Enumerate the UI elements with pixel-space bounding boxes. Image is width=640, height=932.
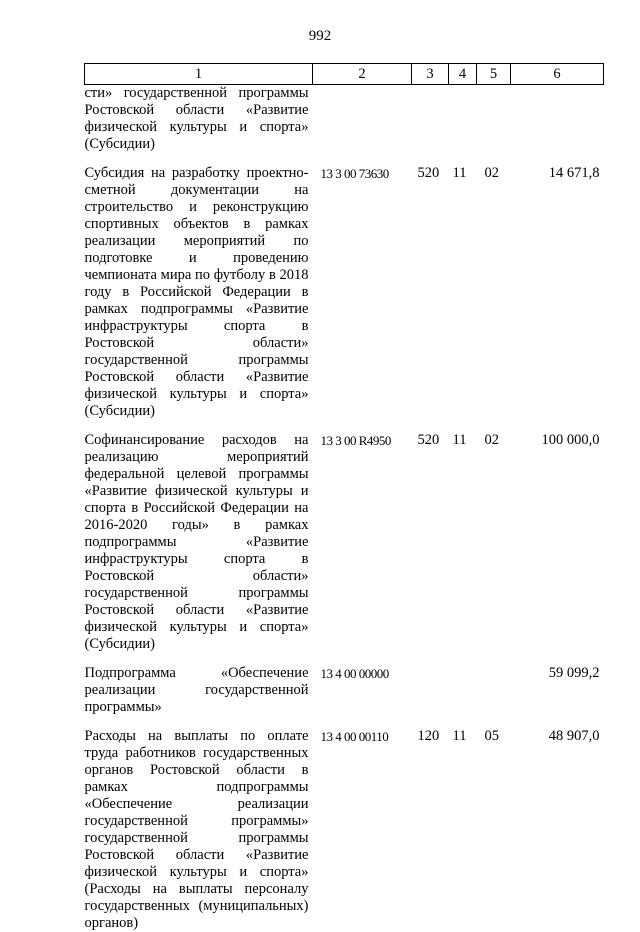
row-code <box>313 85 412 154</box>
row-code: 13 4 00 00110 <box>320 729 389 744</box>
row-amount: 100 000,0 <box>541 432 600 448</box>
row-subsection: 05 <box>484 728 499 744</box>
row-subsection <box>477 85 511 154</box>
column-header-section: 4 <box>449 64 477 85</box>
row-amount: 14 671,8 <box>548 165 600 181</box>
table-header-row <box>85 64 604 85</box>
row-expense-type: 120 <box>417 728 440 744</box>
row-subsection: 02 <box>484 432 499 448</box>
row-subsection <box>477 665 511 716</box>
row-subsection: 02 <box>484 165 499 181</box>
row-amount <box>511 85 604 154</box>
row-expense-type <box>412 85 449 154</box>
table-row <box>85 665 604 716</box>
row-description: Субсидия на разработку проектно-сметной документации на строительство и реконструкцию спортивных объектов в рамках реализации мероприятий по подготовке и проведению чемпионата мира по футболу в 2018 году в Российской Федерации в рамках подпрограммы «Развитие инфраструктуры спорта в Ростовской области» государственной программы Ростовской области «Развитие физической культуры и спорта» (Субсидии) <box>84 165 309 419</box>
column-header-expense-type: 3 <box>412 64 449 85</box>
row-code: 13 4 00 00000 <box>320 666 389 681</box>
column-header-description: 1 <box>85 64 313 85</box>
budget-table <box>84 63 604 932</box>
row-expense-type: 520 <box>417 432 440 448</box>
row-code: 13 3 00 R4950 <box>320 433 391 448</box>
column-header-amount: 6 <box>511 64 604 85</box>
table-row <box>85 85 604 154</box>
row-code: 13 3 00 73630 <box>320 166 389 181</box>
row-description: Софинансирование расходов на реализацию мероприятий федеральной целевой программы «Развитие физической культуры и спорта в Российской Федерации на 2016-2020 годы» в рамках подпрограммы «Развитие инфраструктуры спорта в Ростовской области» государственной программы Ростовской области «Развитие физической культуры и спорта» (Субсидии) <box>84 432 309 652</box>
row-section: 11 <box>452 728 467 744</box>
row-section: 11 <box>452 165 467 181</box>
row-amount: 59 099,2 <box>548 665 600 681</box>
row-description: Подпрограмма «Обеспечение реализации государственной программы» <box>84 665 309 715</box>
row-section: 11 <box>452 432 467 448</box>
row-expense-type: 520 <box>417 165 440 181</box>
row-expense-type <box>412 665 449 716</box>
row-amount: 48 907,0 <box>548 728 600 744</box>
page-number: 992 <box>308 28 332 44</box>
table-row <box>85 432 604 653</box>
row-description: сти» государственной программы Ростовской области «Развитие физической культуры и спорта» (Субсидии) <box>84 85 309 152</box>
row-section <box>449 85 477 154</box>
table-row <box>85 728 604 932</box>
column-header-subsection: 5 <box>477 64 511 85</box>
row-section <box>449 665 477 716</box>
row-description: Расходы на выплаты по оплате труда работников государственных органов Ростовской области в рамках подпрограммы «Обеспечение реализации государственной программы» государственной программы Ростовской области «Развитие физической культуры и спорта» (Расходы на выплаты персоналу государственных (муниципальных) органов) <box>84 728 309 931</box>
column-header-code: 2 <box>313 64 412 85</box>
table-row <box>85 165 604 420</box>
